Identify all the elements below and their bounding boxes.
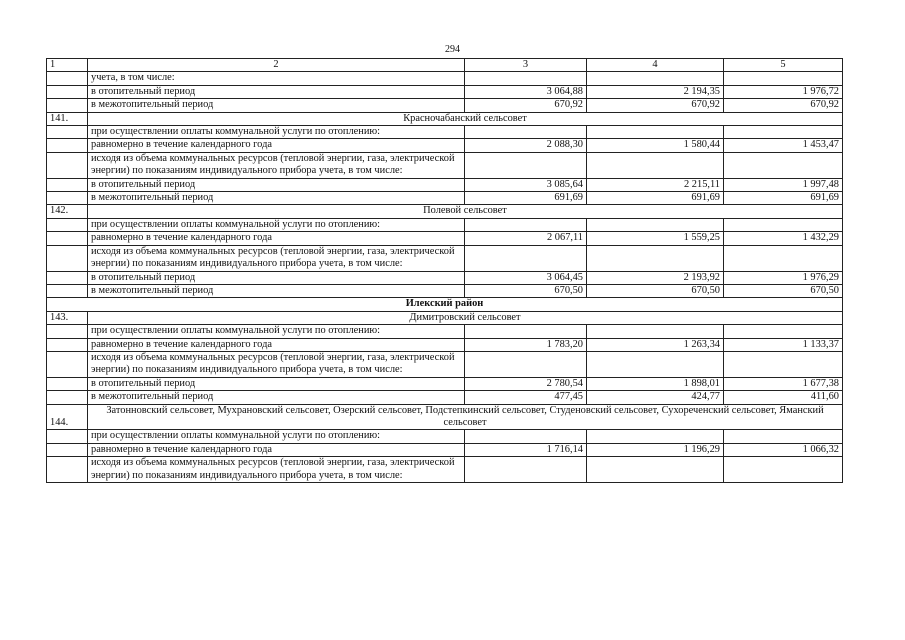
settlement-title: Полевой сельсовет — [88, 205, 843, 218]
value-col-4 — [587, 351, 724, 377]
row-number — [47, 99, 88, 112]
row-number — [47, 139, 88, 152]
value-col-4: 691,69 — [587, 192, 724, 205]
table-row — [47, 99, 843, 112]
settlement-title: Димитровский сельсовет — [88, 311, 843, 324]
table-row — [47, 178, 843, 191]
value-col-5: 1 432,29 — [724, 232, 843, 245]
table-row — [47, 232, 843, 245]
value-col-4: 424,77 — [587, 391, 724, 404]
value-col-3 — [465, 430, 587, 443]
value-col-4: 1 580,44 — [587, 139, 724, 152]
table-row — [47, 443, 843, 456]
table-row — [47, 377, 843, 390]
value-col-4 — [587, 218, 724, 231]
row-number: 141. — [47, 112, 88, 125]
value-col-3 — [465, 126, 587, 139]
value-col-5: 1 997,48 — [724, 178, 843, 191]
value-col-5: 1 677,38 — [724, 377, 843, 390]
row-number: 142. — [47, 205, 88, 218]
row-number — [47, 338, 88, 351]
table-row — [47, 325, 843, 338]
section-title: Илекский район — [47, 298, 843, 311]
table-row — [47, 245, 843, 271]
value-col-3: 670,50 — [465, 284, 587, 297]
header-col-4: 4 — [587, 59, 724, 72]
row-label: в межотопительный период — [88, 192, 465, 205]
row-number — [47, 430, 88, 443]
value-col-3 — [465, 457, 587, 483]
table-row — [47, 152, 843, 178]
row-label: в межотопительный период — [88, 391, 465, 404]
value-col-4 — [587, 152, 724, 178]
row-number — [47, 443, 88, 456]
value-col-3: 691,69 — [465, 192, 587, 205]
value-col-3 — [465, 245, 587, 271]
table-row — [47, 139, 843, 152]
value-col-3: 3 064,88 — [465, 85, 587, 98]
value-col-4: 2 194,35 — [587, 85, 724, 98]
row-label: в отопительный период — [88, 271, 465, 284]
row-label: при осуществлении оплаты коммунальной услуги по отоплению: — [88, 218, 465, 231]
row-label: при осуществлении оплаты коммунальной услуги по отоплению: — [88, 126, 465, 139]
value-col-5: 1 976,72 — [724, 85, 843, 98]
value-col-3 — [465, 325, 587, 338]
row-label: учета, в том числе: — [88, 72, 465, 85]
value-col-5: 1 453,47 — [724, 139, 843, 152]
row-label: исходя из объема коммунальных ресурсов (тепловой энергии, газа, электрической энергии) по показаниям индивидуального прибора учета, в том числе: — [88, 152, 465, 178]
row-number — [47, 178, 88, 191]
row-number — [47, 126, 88, 139]
row-number — [47, 192, 88, 205]
value-col-3: 3 064,45 — [465, 271, 587, 284]
row-number — [47, 85, 88, 98]
row-label: исходя из объема коммунальных ресурсов (тепловой энергии, газа, электрической энергии) по показаниям индивидуального прибора учета, в том числе: — [88, 457, 465, 483]
settlement-row — [47, 311, 843, 324]
value-col-3: 2 780,54 — [465, 377, 587, 390]
header-col-5: 5 — [724, 59, 843, 72]
table-header-row — [47, 59, 843, 72]
value-col-4: 2 215,11 — [587, 178, 724, 191]
value-col-3 — [465, 152, 587, 178]
table-body — [47, 72, 843, 483]
value-col-3: 3 085,64 — [465, 178, 587, 191]
row-label: при осуществлении оплаты коммунальной услуги по отоплению: — [88, 325, 465, 338]
table-row — [47, 351, 843, 377]
row-label: исходя из объема коммунальных ресурсов (тепловой энергии, газа, электрической энергии) по показаниям индивидуального прибора учета, в том числе: — [88, 351, 465, 377]
value-col-3 — [465, 218, 587, 231]
header-col-3: 3 — [465, 59, 587, 72]
row-label: в отопительный период — [88, 178, 465, 191]
row-number — [47, 325, 88, 338]
row-number — [47, 271, 88, 284]
row-number — [47, 391, 88, 404]
row-number — [47, 377, 88, 390]
value-col-3: 2 067,11 — [465, 232, 587, 245]
tariff-table — [46, 58, 843, 483]
row-label: в межотопительный период — [88, 99, 465, 112]
row-number — [47, 152, 88, 178]
row-label: равномерно в течение календарного года — [88, 338, 465, 351]
row-number — [47, 457, 88, 483]
table-row — [47, 391, 843, 404]
table-row — [47, 192, 843, 205]
page-number: 294 — [445, 44, 460, 55]
value-col-3: 1 783,20 — [465, 338, 587, 351]
table-row — [47, 338, 843, 351]
header-col-2: 2 — [88, 59, 465, 72]
table-row — [47, 85, 843, 98]
row-label: исходя из объема коммунальных ресурсов (тепловой энергии, газа, электрической энергии) по показаниям индивидуального прибора учета, в том числе: — [88, 245, 465, 271]
value-col-4: 1 263,34 — [587, 338, 724, 351]
value-col-3: 670,92 — [465, 99, 587, 112]
value-col-5 — [724, 152, 843, 178]
value-col-4 — [587, 457, 724, 483]
row-number: 144. — [47, 404, 88, 430]
settlement-title: Затонновский сельсовет, Мухрановский сельсовет, Озерский сельсовет, Подстепкинский сельсовет, Студеновский сельсовет, Сухореченский сельсовет, Яманский сельсовет — [88, 404, 843, 430]
value-col-3: 2 088,30 — [465, 139, 587, 152]
value-col-3: 1 716,14 — [465, 443, 587, 456]
value-col-4 — [587, 430, 724, 443]
value-col-5 — [724, 218, 843, 231]
row-number: 143. — [47, 311, 88, 324]
value-col-5 — [724, 457, 843, 483]
value-col-4: 2 193,92 — [587, 271, 724, 284]
table-row — [47, 271, 843, 284]
row-number — [47, 351, 88, 377]
value-col-4: 670,50 — [587, 284, 724, 297]
value-col-5 — [724, 351, 843, 377]
value-col-5 — [724, 245, 843, 271]
value-col-5: 1 976,29 — [724, 271, 843, 284]
value-col-5 — [724, 325, 843, 338]
value-col-5 — [724, 72, 843, 85]
value-col-4: 670,92 — [587, 99, 724, 112]
settlement-row — [47, 112, 843, 125]
settlement-row — [47, 404, 843, 430]
table-row — [47, 72, 843, 85]
row-label: равномерно в течение календарного года — [88, 139, 465, 152]
table-row — [47, 457, 843, 483]
value-col-5: 1 133,37 — [724, 338, 843, 351]
table-row — [47, 430, 843, 443]
value-col-5: 670,92 — [724, 99, 843, 112]
row-label: при осуществлении оплаты коммунальной услуги по отоплению: — [88, 430, 465, 443]
table-row — [47, 126, 843, 139]
value-col-5: 670,50 — [724, 284, 843, 297]
row-number — [47, 232, 88, 245]
row-label: равномерно в течение календарного года — [88, 232, 465, 245]
settlement-title: Красночабанский сельсовет — [88, 112, 843, 125]
row-number — [47, 218, 88, 231]
row-label: равномерно в течение календарного года — [88, 443, 465, 456]
value-col-4: 1 196,29 — [587, 443, 724, 456]
value-col-4 — [587, 72, 724, 85]
value-col-4 — [587, 126, 724, 139]
value-col-5 — [724, 430, 843, 443]
value-col-5 — [724, 126, 843, 139]
value-col-4: 1 559,25 — [587, 232, 724, 245]
table-row — [47, 218, 843, 231]
row-label: в отопительный период — [88, 85, 465, 98]
value-col-4 — [587, 325, 724, 338]
value-col-5: 691,69 — [724, 192, 843, 205]
table-row — [47, 284, 843, 297]
row-label: в отопительный период — [88, 377, 465, 390]
value-col-3 — [465, 72, 587, 85]
value-col-3 — [465, 351, 587, 377]
value-col-4: 1 898,01 — [587, 377, 724, 390]
value-col-4 — [587, 245, 724, 271]
row-number — [47, 72, 88, 85]
section-row — [47, 298, 843, 311]
header-col-1: 1 — [47, 59, 88, 72]
row-number — [47, 245, 88, 271]
row-label: в межотопительный период — [88, 284, 465, 297]
value-col-5: 1 066,32 — [724, 443, 843, 456]
value-col-5: 411,60 — [724, 391, 843, 404]
value-col-3: 477,45 — [465, 391, 587, 404]
row-number — [47, 284, 88, 297]
settlement-row — [47, 205, 843, 218]
